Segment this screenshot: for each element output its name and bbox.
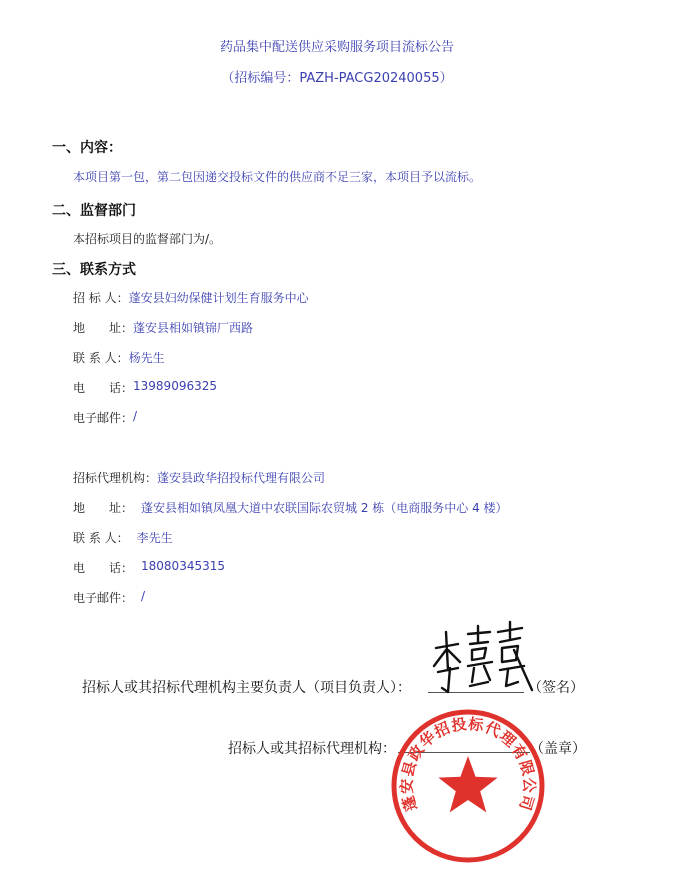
org-label: 招标人或其招标代理机构： xyxy=(228,741,396,757)
row-value: 蓬安县妇幼保健计划生育服务中心 xyxy=(128,291,309,305)
row-value: 蓬安县相如镇锦厂西路 xyxy=(133,321,254,335)
tenderer-contact-row xyxy=(73,349,165,366)
row-label: 地 址： xyxy=(73,501,134,515)
handwritten-signature xyxy=(428,620,538,700)
row-label: 联 系 人： xyxy=(73,351,129,365)
official-seal xyxy=(390,708,546,864)
tenderer-phone-row xyxy=(73,379,217,396)
seal-suffix: （盖章） xyxy=(530,741,586,757)
tender-code: （招标编号：PAZH-PACG20240055） xyxy=(221,71,453,86)
row-label: 电子邮件： xyxy=(73,591,134,605)
row-label: 电 话： xyxy=(73,561,134,575)
row-label: 招标代理机构： xyxy=(73,471,158,485)
row-value: 李先生 xyxy=(136,531,173,545)
tenderer-email-row xyxy=(73,409,137,426)
row-value: 蓬安县相如镇凤凰大道中农联国际农贸城 2 栋（电商服务中心 4 楼） xyxy=(141,501,508,515)
agency-email-row xyxy=(73,589,145,606)
supervision-text: 本招标项目的监督部门为/。 xyxy=(73,232,222,246)
seal-text: 蓬安县政华招投标代理有限公司 xyxy=(397,714,539,814)
row-value: / xyxy=(141,589,146,603)
row-label: 电 话： xyxy=(73,381,134,395)
page-title: 药品集中配送供应采购服务项目流标公告 xyxy=(219,40,454,55)
section-heading-supervision: 二、监督部门 xyxy=(52,203,136,219)
row-value: / xyxy=(133,409,138,423)
agency-contact-row xyxy=(73,529,173,546)
section-heading-content: 一、内容： xyxy=(52,140,122,156)
section-content-text: 本项目第一包，第二包因递交投标文件的供应商不足三家，本项目予以流标。 xyxy=(73,170,482,184)
agency-address-row xyxy=(73,499,508,516)
agency-phone-row xyxy=(73,559,225,576)
responsible-label: 招标人或其招标代理机构主要负责人（项目负责人）： xyxy=(82,680,411,696)
tenderer-address-row xyxy=(73,319,253,336)
tenderer-row xyxy=(73,289,309,306)
row-value: 蓬安县政华招投标代理有限公司 xyxy=(157,471,326,485)
agency-row xyxy=(73,469,325,486)
row-label: 电子邮件： xyxy=(73,411,134,425)
row-value: 杨先生 xyxy=(128,351,165,365)
row-value: 13989096325 xyxy=(133,379,217,393)
row-label: 招 标 人： xyxy=(73,291,129,305)
seal-star-icon xyxy=(438,756,497,812)
row-label: 联 系 人： xyxy=(73,531,129,545)
row-value: 18080345315 xyxy=(141,559,225,573)
row-label: 地 址： xyxy=(73,321,134,335)
section-heading-contact: 三、联系方式 xyxy=(52,262,136,278)
signature-suffix: （签名） xyxy=(528,680,584,696)
